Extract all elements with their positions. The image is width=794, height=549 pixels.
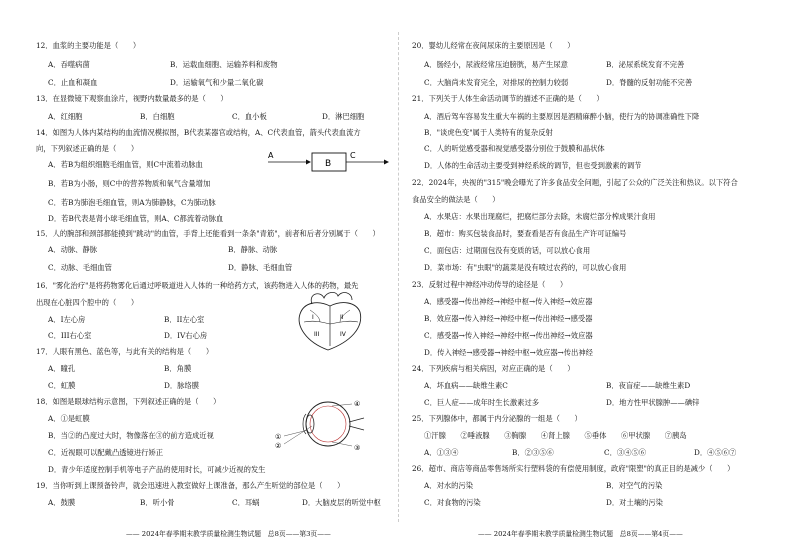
- question-stem: 15．人的腕部和颈部都能摸到"跳动"的血管，手背上还能看到一条条"青筋"，前者和后者分别属于（ ）: [36, 229, 380, 238]
- option-c: C．面包店：过期面包没有变质的话，可以放心食用: [424, 246, 591, 255]
- question-stem: 14．如图为人体内某结构的血流情况模拟图，B代表某器官或结构，A、C代表血管，箭头代表血流方: [36, 128, 361, 137]
- option-a: A．肠经小，尿液经常压迫膀胱，易产生尿意: [424, 60, 568, 69]
- option-b: B．若B为小肠，则C中的营养物质和氧气含量增加: [48, 179, 211, 188]
- option-c: C．血小板: [232, 112, 267, 121]
- option-d: D．青少年适度控制手机等电子产品的使用时长，可减少近视的发生: [48, 465, 266, 474]
- option-d: D．IV右心房: [164, 331, 208, 340]
- question-stem: 25．下列腺体中，都属于内分泌腺的一组是（ ）: [412, 414, 582, 423]
- heart-label-4: IV: [340, 331, 346, 338]
- option-a: A．若B为组织细胞毛细血管，则C中流着动脉血: [48, 160, 203, 169]
- eyeball-diagram: [272, 396, 368, 452]
- option-b: B．角膜: [164, 364, 192, 373]
- option-d: D．脉络膜: [164, 381, 200, 390]
- question-stem: 12．血浆的主要功能是（ ）: [36, 41, 141, 50]
- option-c: C．对食物的污染: [424, 498, 481, 507]
- option-c: C．近视眼可以配戴凸透镜进行矫正: [48, 448, 164, 457]
- option-a: A．瞳孔: [48, 364, 76, 373]
- page-divider: [398, 32, 399, 522]
- option-d: D．淋巴细胞: [322, 112, 365, 121]
- option-d: D．人体的生命活动主要受到神经系统的调节，但也受到激素的调节: [424, 161, 642, 170]
- option-c: C．III右心室: [48, 331, 92, 340]
- option-b: B．对空气的污染: [606, 481, 663, 490]
- option-a: A．酒后驾车容易发生重大车祸的主要原因是酒精麻醉小脑，使行为的协调准确性下降: [424, 112, 700, 121]
- option-b: B．运载血细胞、运输养料和废物: [170, 60, 278, 69]
- option-c: C．止血和凝血: [48, 78, 98, 87]
- option-a: A．鼓膜: [48, 498, 76, 507]
- question-stem: 17．人眼有黑色、蓝色等，与此有关的结构是（ ）: [36, 347, 214, 356]
- option-d: D．④⑤⑥⑦: [694, 448, 737, 457]
- page-footer: —— 2024年春季期末教学质量检测生物试题 总8页——第3页——: [126, 530, 331, 538]
- option-b: B．白细胞: [140, 112, 175, 121]
- option-d: D．若B代表是肾小球毛细血管，则A、C都流着动脉血: [48, 214, 224, 223]
- option-a: A．感受器→传出神经→神经中枢→传入神经→效应器: [424, 297, 593, 306]
- eye-label-1: ①: [275, 433, 282, 441]
- question-stem-cont: 出现在心脏四个腔中的（ ）: [36, 298, 139, 307]
- option-d: D．地方性甲状腺肿——碘锌: [606, 398, 700, 407]
- option-c: C．耳蜗: [232, 498, 260, 507]
- option-b: B．效应器→传入神经→神经中枢→传出神经→感受器: [424, 314, 593, 323]
- organ-b-label: B: [325, 159, 332, 169]
- heart-label-3: III: [314, 331, 320, 338]
- question-stem: 21．下列关于人体生命活动调节的描述不正确的是（ ）: [412, 94, 604, 103]
- option-c: C．大脑尚未发育完全，对排尿的控制力较弱: [424, 78, 569, 87]
- option-b: B．"谈虎色变"属于人类特有的复杂反射: [424, 128, 553, 137]
- option-d: D．运输氧气和少量二氧化碳: [170, 78, 264, 87]
- page-footer: —— 2024年春季期末教学质量检测生物试题 总8页——第4页——: [478, 530, 683, 538]
- blood-flow-diagram: [266, 148, 392, 174]
- eye-label-3: ③: [354, 444, 361, 452]
- option-c: C．若B为肺泡毛细血管，则A为肺静脉，C为肺动脉: [48, 198, 216, 207]
- option-a: A．I左心房: [48, 315, 86, 324]
- option-b: B．听小骨: [140, 498, 175, 507]
- option-b: B．超市：购买包装食品时，要查看是否有食品生产许可证编号: [424, 229, 627, 238]
- option-b: B．泌尿系统发育不完善: [606, 60, 685, 69]
- option-a: A．吞噬病菌: [48, 60, 90, 69]
- option-d: D．静脉、毛细血管: [228, 263, 293, 272]
- option-a: A．水果店：水果出现腐烂，把腐烂部分去除，未腐烂部分榨成果汁食用: [424, 212, 656, 221]
- option-c: C．③④⑤⑥: [604, 448, 647, 457]
- option-b: B．静脉、动脉: [228, 245, 278, 254]
- option-d: D．菜市场：有"虫眼"的蔬菜是没有喷过农药的，可以放心食用: [424, 263, 627, 272]
- vessel-c-label: C: [350, 151, 356, 160]
- heart-label-1: I: [312, 314, 314, 321]
- option-d: D．传入神经→感受器→神经中枢→效应器→传出神经: [424, 348, 593, 357]
- option-b: B．②③⑤⑥: [512, 448, 554, 457]
- question-stem-cont: 向，下列叙述正确的是（ ）: [36, 144, 139, 153]
- question-stem: 13．在显微镜下观察血涂片，视野内数量最多的是（ ）: [36, 94, 228, 103]
- option-c: C．动脉、毛细血管: [48, 263, 112, 272]
- question-stem: 16．"雾化治疗"是将药物雾化后通过呼吸道进入人体的一种给药方式，该药物进入人体的药物，最先: [36, 281, 359, 290]
- option-c: C．虹膜: [48, 381, 76, 390]
- option-b: B．II左心室: [164, 315, 205, 324]
- option-a: A．对水的污染: [424, 481, 474, 490]
- question-stem: 22．2024年，央视的"315"晚会曝光了许多食品安全问题，引起了公众的广泛关注和热议。以下符合: [412, 178, 738, 187]
- option-a: A．①③④: [424, 448, 459, 457]
- question-stem: 26．超市、商店等商品零售场所实行塑料袋的有偿使用制度，政府"限塑"的真正目的是减少（ ）: [412, 464, 735, 473]
- option-d: D．对土壤的污染: [606, 498, 663, 507]
- option-a: A．坏血病——缺维生素C: [424, 381, 508, 390]
- question-stem: 19．当你听到上课预备铃声，就会迅速进入教室做好上课准备，那么产生听觉的部位是（ ）: [36, 481, 345, 490]
- option-a: A．①是虹膜: [48, 414, 90, 423]
- option-c: C．感受器→传入神经→神经中枢→传出神经→效应器: [424, 331, 593, 340]
- question-stem-cont: 食品安全的做法是（ ）: [412, 195, 500, 204]
- eye-label-4: ④: [354, 400, 361, 408]
- option-c: C．巨人症——成年时生长激素过多: [424, 398, 540, 407]
- option-b: B．夜盲症——缺维生素D: [606, 381, 691, 390]
- heart-label-2: II: [340, 314, 344, 321]
- question-stem: 18．如图是眼球结构示意图，下列叙述正确的是（ ）: [36, 397, 221, 406]
- option-d: D．脊髓的反射功能不完善: [606, 78, 693, 87]
- question-stem: 23．反射过程中神经冲动传导的途径是（ ）: [412, 280, 568, 289]
- heart-diagram: [290, 290, 370, 352]
- question-stem: 20．婴幼儿经常在夜间尿床的主要原因是（ ）: [412, 41, 575, 50]
- option-c: C．人的听觉感受器和视觉感受器分别位于鼓膜和晶状体: [424, 144, 605, 153]
- gland-list: ①汗腺 ②唾液腺 ③胸腺 ④肾上腺 ⑤垂体 ⑥甲状腺 ⑦胰岛: [424, 431, 687, 440]
- option-d: D．大脑皮层的听觉中枢: [302, 498, 381, 507]
- vessel-a-label: A: [268, 151, 274, 160]
- eye-label-2: ②: [275, 442, 282, 450]
- option-b: B．当②的凸度过大时，物像落在③的前方造成近视: [48, 431, 214, 440]
- option-a: A．动脉、静脉: [48, 245, 98, 254]
- question-stem: 24．下列疾病与相关病因，对应正确的是（ ）: [412, 364, 575, 373]
- option-a: A．红细胞: [48, 112, 83, 121]
